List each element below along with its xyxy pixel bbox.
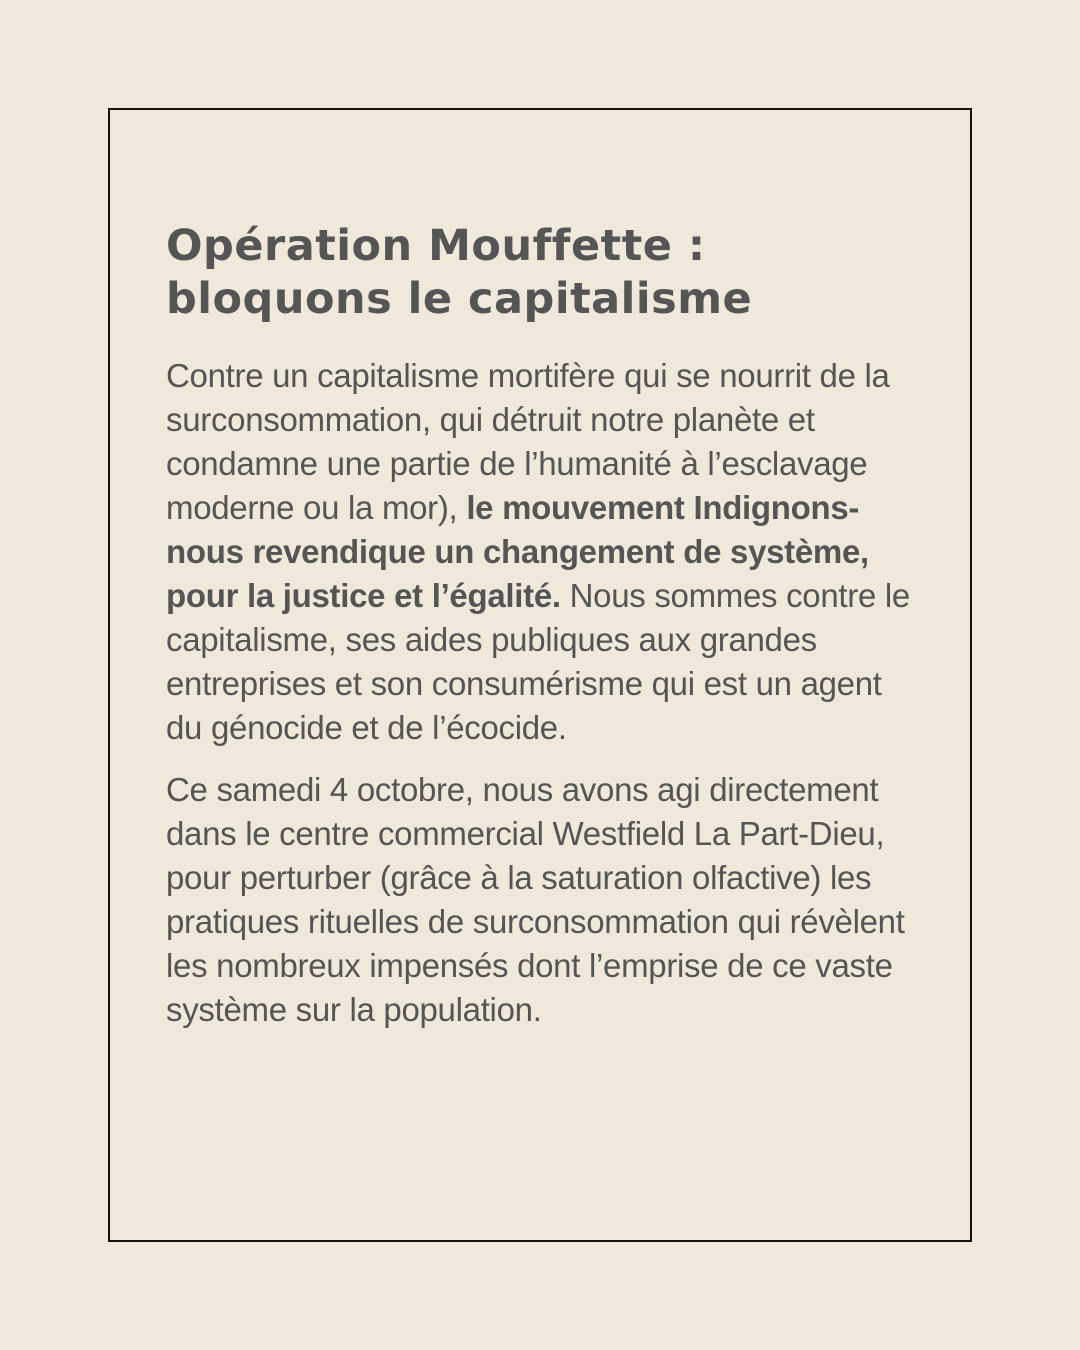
intro-text-continued: Nous sommes contre le capitalisme, ses aides publiques aux grandes entreprises et son consumérisme qui est un agent du génocide et de l’écocide.	[166, 577, 910, 746]
intro-bold-claim: le mouvement Indignons-nous revendique un changement de système, pour la justice et l’égalité.	[166, 489, 869, 614]
paragraph-action: Ce samedi 4 octobre, nous avons agi directement dans le centre commercial Westfield La Part-Dieu, pour perturber (grâce à la saturation olfactive) les pratiques rituelles de surconsommation qui révèlent les nombreux impensés dont l’emprise de ce vaste système sur la population.	[166, 771, 905, 1028]
title-line-1: Opération Mouffette :	[166, 221, 706, 271]
paragraph-intro	[166, 354, 926, 750]
article	[166, 220, 926, 1050]
page-title	[166, 220, 926, 326]
intro-text: Contre un capitalisme mortifère qui se nourrit de la surconsommation, qui détruit notre planète et condamne une partie de l’humanité à l’esclavage moderne ou la mor),	[166, 357, 890, 526]
title-line-2: bloquons le capitalisme	[166, 274, 753, 324]
